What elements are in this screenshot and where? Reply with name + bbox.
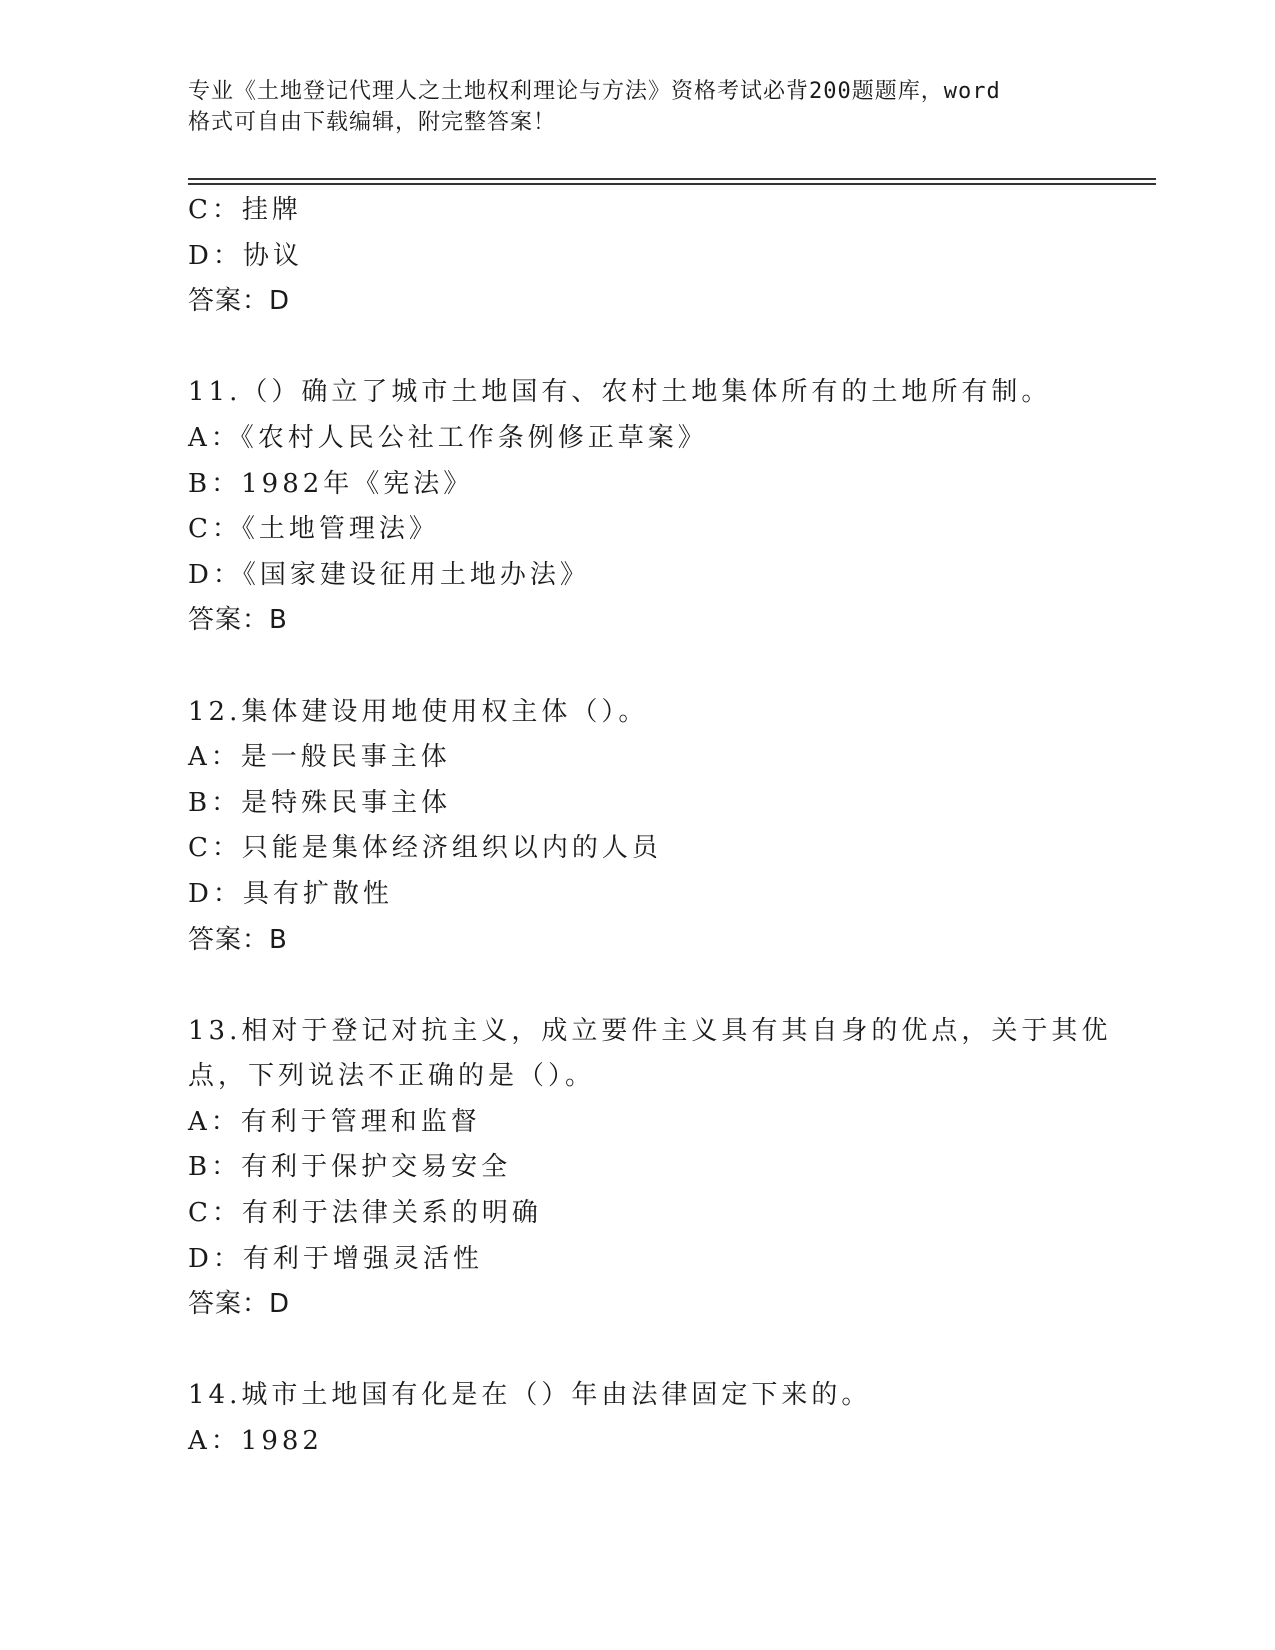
option-c: C：只能是集体经济组织以内的人员: [188, 833, 662, 864]
question-stem-line-2: 点，下列说法不正确的是（）。: [188, 1061, 596, 1092]
option-d: D：有利于增强灵活性: [188, 1243, 483, 1274]
question-stem: 14.城市土地国有化是在（）年由法律固定下来的。: [188, 1380, 872, 1411]
header-rule-bottom: [188, 183, 1156, 185]
option-a: A：1982: [188, 1426, 323, 1457]
question-stem: 12.集体建设用地使用权主体（）。: [188, 696, 649, 727]
spacer: [188, 644, 1088, 690]
header-rule-top: [188, 178, 1156, 180]
option-a: A：《农村人民公社工作条例修正草案》: [188, 422, 708, 453]
spacer: [188, 325, 1088, 371]
answer: 答案：D: [188, 286, 291, 317]
option-a: A：是一般民事主体: [188, 742, 451, 773]
question-12: [188, 690, 1088, 964]
option-d: D：具有扩散性: [188, 878, 393, 909]
option-b: B：有利于保护交易安全: [188, 1152, 512, 1183]
header-title-line-1: 专业《土地登记代理人之土地权利理论与方法》资格考试必背200题题库，word: [188, 79, 1001, 104]
question-stem-line-1: 13.相对于登记对抗主义，成立要件主义具有其自身的优点，关于其优: [188, 1015, 1112, 1046]
document-header: [188, 76, 1068, 138]
option-c: C：挂牌: [188, 195, 302, 225]
spacer: [188, 1328, 1088, 1374]
option-b: B：1982年《宪法》: [188, 468, 474, 499]
option-c: C：《土地管理法》: [188, 514, 439, 545]
question-13: [188, 1009, 1112, 1328]
option-d: D：《国家建设征用土地办法》: [188, 559, 590, 590]
answer: 答案：D: [188, 1289, 291, 1320]
question-stem: 11.（）确立了城市土地国有、农村土地集体所有的土地所有制。: [188, 377, 1052, 408]
question-11: [188, 370, 1088, 644]
question-14: [188, 1373, 1088, 1464]
question-10-remainder: [188, 188, 1088, 325]
question-list: [188, 188, 1112, 1465]
option-a: A：有利于管理和监督: [188, 1106, 481, 1137]
option-b: B：是特殊民事主体: [188, 787, 452, 818]
header-title-line-2: 格式可自由下载编辑，附完整答案！: [188, 110, 557, 135]
option-c: C：有利于法律关系的明确: [188, 1198, 542, 1229]
spacer: [188, 963, 1088, 1009]
answer: 答案：B: [188, 605, 288, 636]
answer: 答案：B: [188, 924, 288, 955]
option-d: D：协议: [188, 240, 303, 271]
